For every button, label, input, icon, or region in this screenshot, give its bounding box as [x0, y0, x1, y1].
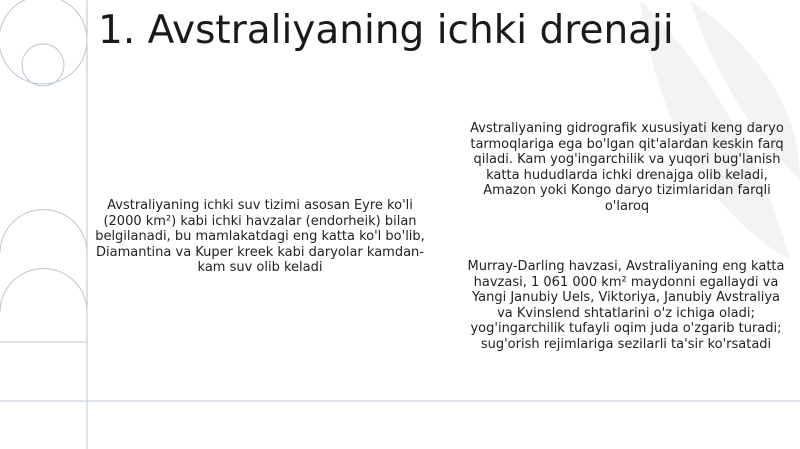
small-circle-outline — [22, 44, 64, 86]
lower-arch-outline — [0, 269, 87, 343]
left-paragraph: Avstraliyaning ichki suv tizimi asosan Eyre ko'li (2000 km²) kabi ichki havzalar (endorheik) bilan belgilanadi, bu mamlakatdagi eng katta ko'l bo'lib, Diamantina va Kuper kreek kabi daryolar kamdan-kam suv olib keladi — [95, 198, 425, 275]
right-paragraph-bottom: Murray-Darling havzasi, Avstraliyaning eng katta havzasi, 1 061 000 km² maydonni egallaydi va Yangi Janubiy Uels, Viktoriya, Janubiy Avstraliya va Kvinslend shtatlarini o'z ichiga oladi; yog'ingarchilik tufayli oqim juda o'zgarib turadi; sug'orish rejimlariga sezilarli ta'sir ko'rsatadi — [467, 259, 785, 352]
right-paragraph-top: Avstraliyaning gidrografik xususiyati keng daryo tarmoqlariga ega bo'lgan qit'alardan keskin farq qiladi. Kam yog'ingarchilik va yuqori bug'lanish katta hududlarda ichki drenajga olib keladi, Amazon yoki Kongo daryo tizimlaridan farqli o'laroq — [470, 121, 784, 214]
slide-title: 1. Avstraliyaning ichki drenaji — [98, 8, 674, 53]
upper-arch-outline — [0, 210, 87, 254]
large-circle-outline — [0, 0, 87, 84]
